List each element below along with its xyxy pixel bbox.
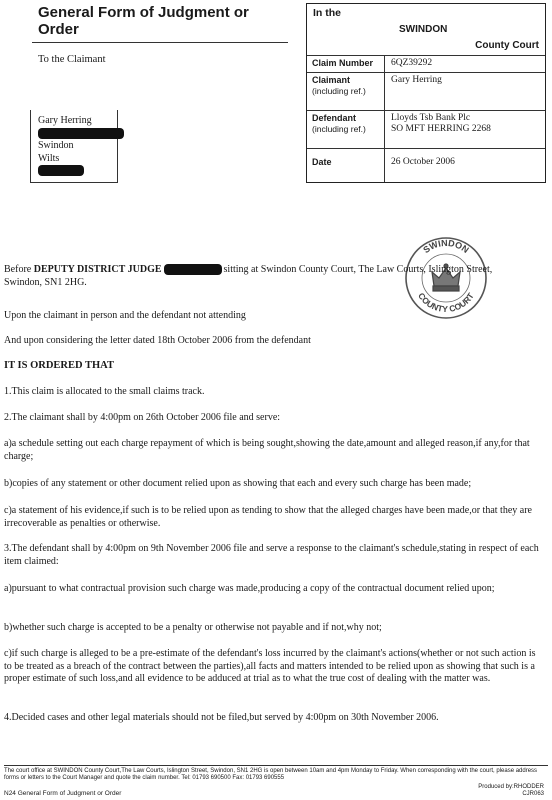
order-item-2a: a)a schedule setting out each charge repayment of which is being sought,showing the date,amount and alleged reason,if any,for that charge; (4, 438, 530, 462)
defendant-label-text: Defendant (312, 113, 357, 123)
footer-office-notice: The court office at SWINDON County Court,The Law Courts, Islington Street, Swindon, SN1 2HG is open between 10am and 4pm Monday to Friday. When corresponding with the court, please address forms or letters to the Court Manager and quote the claim number. Tel: 01793 690500 Fax: 01793 690555 (4, 768, 538, 781)
claim-number-value: 6QZ39292 (391, 58, 433, 68)
upon-paragraph: Upon the claimant in person and the defendant not attending (4, 310, 246, 321)
and-upon-paragraph: And upon considering the letter dated 18th October 2006 from the defendant (4, 335, 311, 346)
claimant-label-text: Claimant (312, 75, 351, 85)
order-item-2: 2.The claimant shall by 4:00pm on 26th October 2006 file and serve: (4, 412, 281, 423)
defendant-label (307, 111, 385, 148)
before-lead: Before (4, 264, 34, 275)
order-item-4: 4.Decided cases and other legal materials should not be filed,but served by 4:00pm on 30th November 2006. (4, 712, 439, 723)
before-paragraph (4, 264, 544, 289)
produced-by-text: Produced by:RHODDER (478, 784, 544, 790)
address-redacted-street (38, 128, 124, 141)
ordered-heading: IT IS ORDERED THAT (4, 360, 114, 371)
title-divider (32, 42, 288, 43)
footer-divider (4, 765, 548, 766)
order-item-1: 1.This claim is allocated to the small claims track. (4, 386, 205, 397)
claimant-label-sub: (including ref.) (312, 86, 366, 96)
date-row (307, 149, 545, 182)
court-heading (307, 4, 545, 56)
order-item-3a: a)pursuant to what contractual provision such charge was made,producing a copy of the contractual document relied upon; (4, 583, 495, 594)
claim-number-row (307, 56, 545, 73)
seal-bottom-text: COUNTY COURT (416, 290, 476, 315)
address-redacted-postcode (38, 165, 124, 178)
judge-title: DEPUTY DISTRICT JUDGE (33, 264, 162, 275)
defendant-value (385, 111, 545, 148)
before-line-2: Swindon, SN1 2HG. (4, 276, 87, 288)
to-claimant-line: To the Claimant (38, 54, 106, 65)
form-title: General Form of Judgment or Order (38, 4, 249, 38)
address-county: Wilts (38, 152, 60, 164)
order-item-3b: b)whether such charge is accepted to be a penalty or otherwise not payable and if not,why not; (4, 622, 382, 633)
footer-code: CJR063 (522, 791, 544, 797)
order-item-3: 3.The defendant shall by 4:00pm on 9th November 2006 file and serve a response to the claimant's schedule,stating in respect of each item claimed: (4, 543, 539, 567)
address-town: Swindon (38, 140, 74, 151)
court-suffix: County Court (475, 40, 539, 51)
date-label: Date (307, 149, 385, 182)
order-item-2c: c)a statement of his evidence,if such is to be relied upon as tending to show that the alleged charges have been made,or that they are irrecoverable as penalties or otherwise. (4, 505, 532, 529)
claim-number-label: Claim Number (307, 56, 385, 72)
claim-info-table (307, 56, 545, 182)
footer-produced-by (478, 784, 544, 798)
before-rest: sitting at Swindon County Court, The Law Courts, Islington Street, (223, 264, 493, 275)
defendant-row (307, 111, 545, 149)
defendant-label-sub: (including ref.) (312, 124, 366, 134)
court-in-label: In the (313, 7, 341, 19)
defendant-line-2: SO MFT HERRING 2268 (391, 124, 491, 134)
claimant-value: Gary Herring (391, 75, 442, 85)
judge-name-redaction (164, 264, 222, 275)
footer-form-reference: N24 General Form of Judgment or Order (4, 790, 122, 797)
court-details-box (306, 3, 546, 183)
claimant-row (307, 73, 545, 111)
order-item-2b: b)copies of any statement or other document relied upon as showing that each and every such charge has been made; (4, 478, 472, 489)
court-name: SWINDON (399, 24, 448, 35)
address-name: Gary Herring (38, 115, 92, 126)
seal-top-text: SWINDON (421, 237, 471, 256)
claimant-label (307, 73, 385, 110)
date-value: 26 October 2006 (391, 157, 455, 167)
order-item-3c: c)if such charge is alleged to be a pre-estimate of the defendant's loss incurred by the claimant's actions(whether or not such action is to be treated as a breach of the contract between the parties),all facts and matters intended to be relied upon as showing that such is a proper estimate of such loss,and all evidence to be adduced at trial as to what the true cost of dealing with the matter was. (4, 648, 536, 684)
defendant-line-1: Lloyds Tsb Bank Plc (391, 113, 471, 123)
claimant-address (38, 115, 124, 178)
